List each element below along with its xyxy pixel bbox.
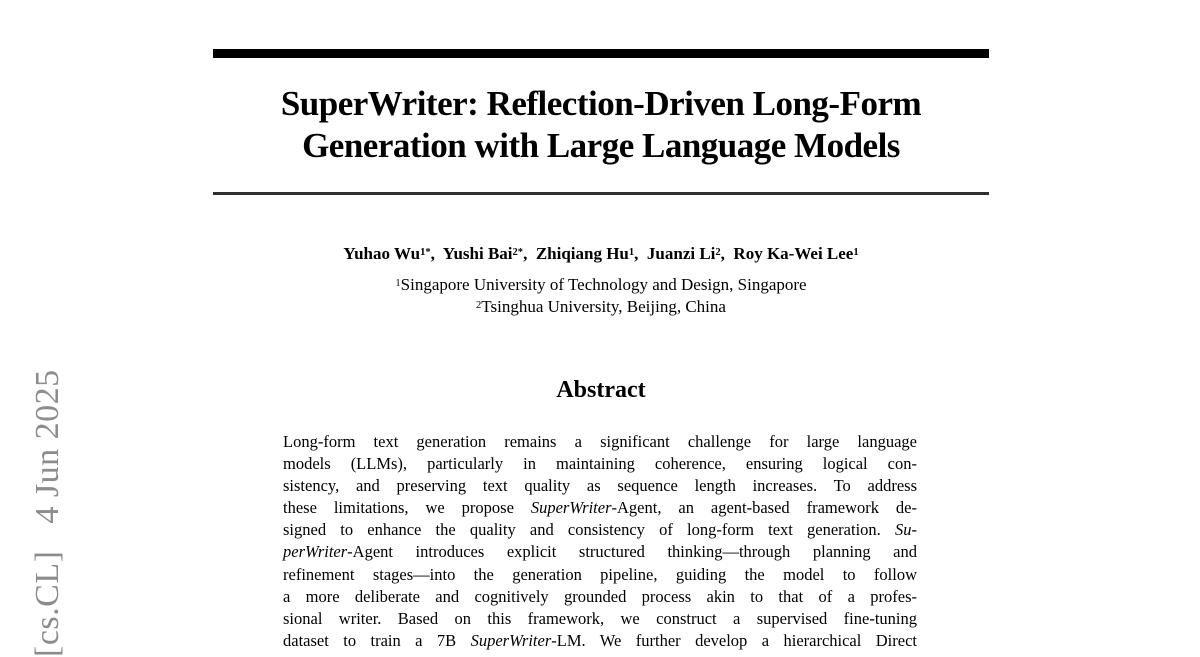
text-segment: , <box>523 244 536 263</box>
text-segment: SuperWriter <box>470 630 552 650</box>
superscript-marker: 1 <box>395 277 401 289</box>
text-segment: Zhiqiang Hu <box>535 244 629 263</box>
text-segment: refinement stages—into the generation pipeline, guiding the model to follow <box>283 564 917 584</box>
abstract-line <box>283 497 917 519</box>
text-segment: models (LLMs), particularly in maintaining coherence, ensuring logical con- <box>283 454 917 474</box>
text-segment: a more deliberate and cognitively grounded process akin to that of a profes- <box>283 586 917 606</box>
text-segment: -LM. We further develop a hierarchical Direct <box>551 630 917 650</box>
affiliation-line <box>213 296 989 318</box>
arxiv-category-date-stamp: [cs.CL] 4 Jun 2025 <box>29 369 66 657</box>
text-segment: sistency, and preserving text quality as sequence length increases. To address <box>283 476 917 496</box>
superscript-marker: 1 <box>628 246 635 258</box>
abstract-line <box>283 475 917 497</box>
text-segment: these limitations, we propose <box>283 498 531 518</box>
text-segment: sional writer. Based on this framework, we construct a supervised fine-tuning <box>283 608 917 628</box>
text-segment: Su- <box>895 520 917 540</box>
superscript-marker: 2* <box>512 246 524 258</box>
paper-title <box>213 83 989 167</box>
abstract-line <box>283 541 917 563</box>
abstract-line <box>283 586 917 608</box>
text-segment: -Agent introduces explicit structured thinking—through planning and <box>347 542 917 562</box>
text-segment: , <box>720 244 734 263</box>
text-segment: Long-form text generation remains a significant challenge for large language <box>283 432 917 451</box>
abstract-line <box>283 564 917 586</box>
text-segment: Tsinghua University, Beijing, China <box>481 297 726 316</box>
superscript-marker: 1* <box>420 246 431 258</box>
superscript-marker: 2 <box>476 299 482 311</box>
abstract-heading: Abstract <box>556 377 646 403</box>
paper-title-line-1: SuperWriter: Reflection-Driven Long-Form <box>280 84 922 123</box>
superscript-marker: 1 <box>853 246 859 258</box>
text-segment: Yuhao Wu <box>343 244 421 263</box>
text-segment: dataset to train a 7B <box>283 630 471 650</box>
affiliation-list <box>213 274 989 318</box>
abstract-line <box>283 453 917 475</box>
text-segment: Juanzi Li <box>646 244 716 263</box>
author-line <box>213 244 989 264</box>
abstract-line <box>283 431 917 453</box>
superscript-marker: 2 <box>715 246 721 258</box>
text-segment: Yushi Bai <box>442 244 513 263</box>
paper-title-line-2: Generation with Large Language Models <box>302 126 900 165</box>
text-segment: Roy Ka-Wei Lee <box>733 244 854 263</box>
title-rule-top <box>213 49 989 58</box>
affiliation-line <box>213 274 989 296</box>
abstract-line <box>283 608 917 630</box>
text-segment: Singapore University of Technology and Design, Singapore <box>400 275 807 294</box>
text-segment: , <box>634 244 647 263</box>
text-segment: , <box>430 244 443 263</box>
text-segment: perWriter <box>283 542 348 562</box>
text-segment: SuperWriter <box>530 498 612 518</box>
text-segment: signed to enhance the quality and consistency of long-form text generation. <box>283 520 895 540</box>
title-rule-bottom <box>213 192 989 195</box>
abstract-line <box>283 630 917 652</box>
text-segment: -Agent, an agent-based framework de- <box>611 498 917 518</box>
abstract-text <box>283 431 917 652</box>
abstract-line <box>283 519 917 541</box>
